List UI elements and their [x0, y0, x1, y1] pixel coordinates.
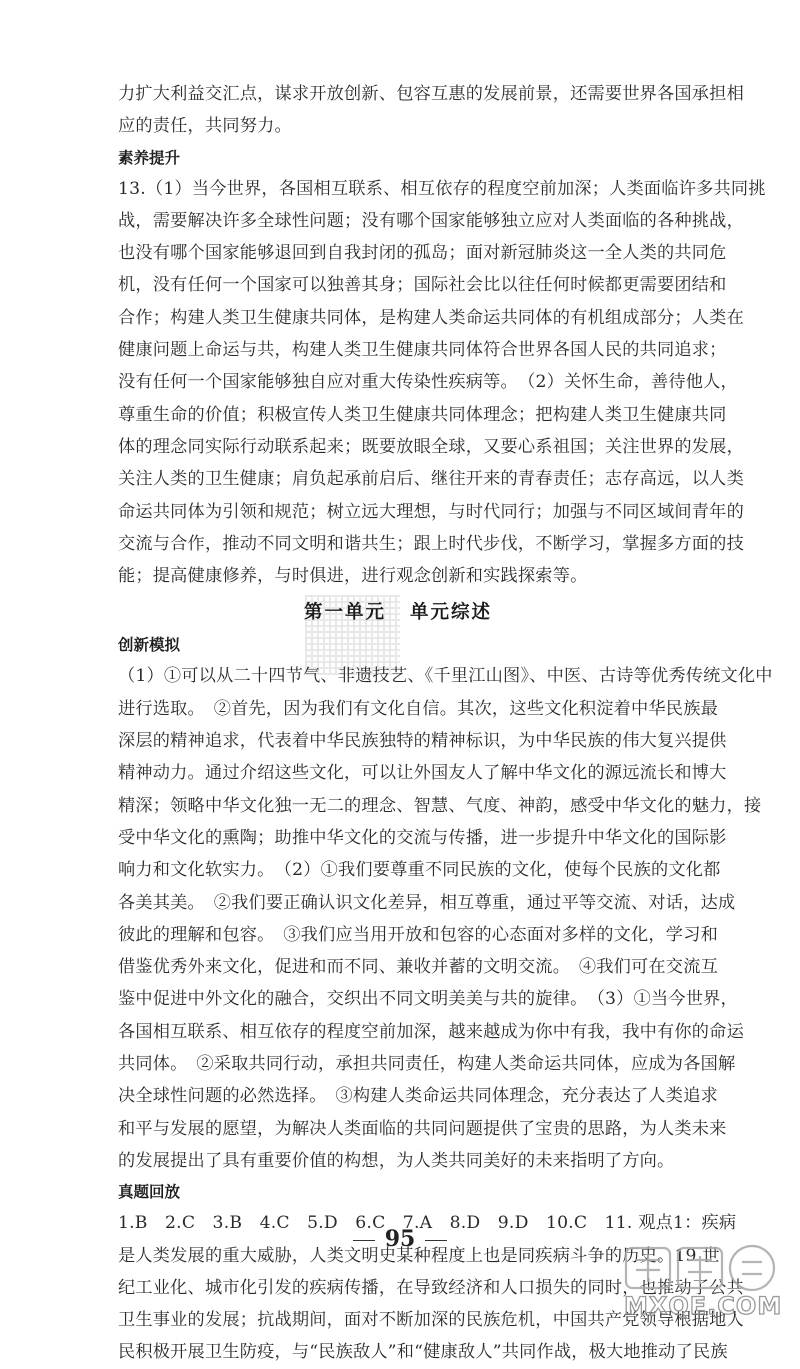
text-line: 力扩大利益交汇点，谋求开放创新、包容互惠的发展前景，还需要世界各国承担相 [118, 84, 744, 104]
text-line: 的发展提出了具有重要价值的构想，为人类共同美好的未来指明了方向。 [118, 1150, 675, 1171]
text-line: 尊重生命的价值；积极宣传人类卫生健康共同体理念；把构建人类卫生健康共同 [118, 404, 727, 425]
page-number-value: 95 [384, 1226, 416, 1252]
answer-paragraph-innovation [118, 660, 773, 1177]
watermark-glyph-icon [618, 1238, 788, 1298]
text-line: 借鉴优秀外来文化，促进和而不同、兼收并蓄的文明交流。 ④我们可在交流互 [118, 957, 718, 978]
page-number-dash [425, 1240, 447, 1241]
text-line: 也没有哪个国家能够退回到自我封闭的孤岛；面对新冠肺炎这一全人类的共同危 [118, 243, 727, 264]
section-heading-innovation: 创新模拟 [118, 636, 181, 655]
text-line: 民积极开展卫生防疫，与“民族敌人”和“健康敌人”共同作战，极大地推动了民族 [118, 1342, 728, 1363]
answer-paragraph-13 [118, 173, 766, 593]
text-line: 体的理念同实际行动联系起来；既要放眼全球，又要心系祖国；关注世界的发展， [118, 436, 744, 457]
text-line: 深层的精神追求，代表着中华民族独特的精神标识，为中华民族的伟大复兴提供 [118, 731, 727, 752]
text-line: 共同体。 ②采取共同行动，承担共同责任，构建人类命运共同体，应成为各国解 [118, 1054, 736, 1075]
page-number-dash [353, 1240, 375, 1241]
text-line: 合作；构建人类卫生健康共同体，是构建人类命运共同体的有机组成部分；人类在 [118, 307, 744, 328]
text-line: 关注人类的卫生健康；肩负起承前启后、继往开来的青春责任；志存高远，以人类 [118, 469, 744, 490]
text-line: 受中华文化的熏陶；助推中华文化的交流与传播，进一步提升中华文化的国际影 [118, 827, 727, 848]
section-heading-literacy: 素养提升 [118, 148, 181, 167]
text-line: 精深；领略中华文化独一无二的理念、智慧、气度、神韵，感受中华文化的魅力，接 [118, 795, 762, 816]
text-line: 各国相互联系、相互依存的程度空前加深，越来越成为你中有我，我中有你的命运 [118, 1021, 744, 1042]
text-line: 1.B 2.C 3.B 4.C 5.D 6.C 7.A 8.D 9.D 10.C 11. 观点1：疾病 [118, 1213, 737, 1234]
text-line: 纪工业化、城市化引发的疾病传播，在导致经济和人口损失的同时，也推动了公共 [118, 1277, 744, 1298]
text-line: 鉴中促进中外文化的融合，交织出不同文明美美与共的旋律。 （3）①当今世界， [118, 989, 738, 1010]
watermark-logo [618, 1238, 788, 1328]
unit-title [118, 596, 678, 630]
text-line: 能；提高健康修养，与时俱进，进行观念创新和实践探索等。 [118, 566, 588, 587]
text-line: 应的责任，共同努力。 [118, 116, 292, 137]
text-line: 是人类发展的重大威胁，人类文明史某种程度上也是同疾病斗争的历史。19 世 [118, 1245, 720, 1266]
text-line: 精神动力。通过介绍这些文化，可以让外国友人了解中华文化的源远流长和博大 [118, 763, 727, 784]
text-line: 机，没有任何一个国家可以独善其身；国际社会比以往任何时候都更需要团结和 [118, 275, 727, 296]
unit-title-part: 第一单元 [303, 602, 386, 624]
text-line: 决全球性问题的必然选择。 ③构建人类命运共同体理念，充分表达了人类追求 [118, 1086, 718, 1107]
text-line: 战，需要解决许多全球性问题；没有哪个国家能够独立应对人类面临的各种挑战， [118, 210, 744, 231]
section-heading-real-exam: 真题回放 [118, 1183, 181, 1202]
answer-paragraph-continued [118, 78, 744, 143]
text-line: 彼此的理解和包容。 ③我们应当用开放和包容的心态面对多样的文化，学习和 [118, 924, 718, 945]
unit-title-part: 单元综述 [410, 602, 493, 624]
text-line: （1）①可以从二十四节气、非遗技艺、《千里江山图》、中医、古诗等优秀传统文化中 [118, 666, 773, 687]
text-line: 响力和文化软实力。 （2）①我们要尊重不同民族的文化，使每个民族的文化都 [118, 860, 721, 881]
text-line: 命运共同体为引领和规范；树立远大理想，与时代同行；加强与不同区域间青年的 [118, 501, 744, 522]
text-line: 和平与发展的愿望，为解决人类面临的共同问题提供了宝贵的思路，为人类未来 [118, 1118, 727, 1139]
watermark-text: MXQE.COM [624, 1292, 783, 1320]
text-line: 卫生事业的发展；抗战期间，面对不断加深的民族危机，中国共产党领导根据地人 [118, 1310, 744, 1331]
text-line: 没有任何一个国家能够独自应对重大传染性疾病等。 （2）关怀生命，善待他人， [118, 372, 738, 393]
text-line: 交流与合作，推动不同文明和谐共生；跟上时代步伐，不断学习，掌握多方面的技 [118, 533, 744, 554]
text-line: 13.（1）当今世界，各国相互联系、相互依存的程度空前加深；人类面临许多共同挑 [118, 178, 766, 199]
text-line: 健康问题上命运与共，构建人类卫生健康共同体符合世界各国人民的共同追求； [118, 340, 727, 361]
text-line: 进行选取。 ②首先，因为我们有文化自信。其次，这些文化积淀着中华民族最 [118, 698, 718, 719]
text-line: 各美其美。 ②我们要正确认识文化差异，相互尊重，通过平等交流、对话，达成 [118, 892, 736, 913]
